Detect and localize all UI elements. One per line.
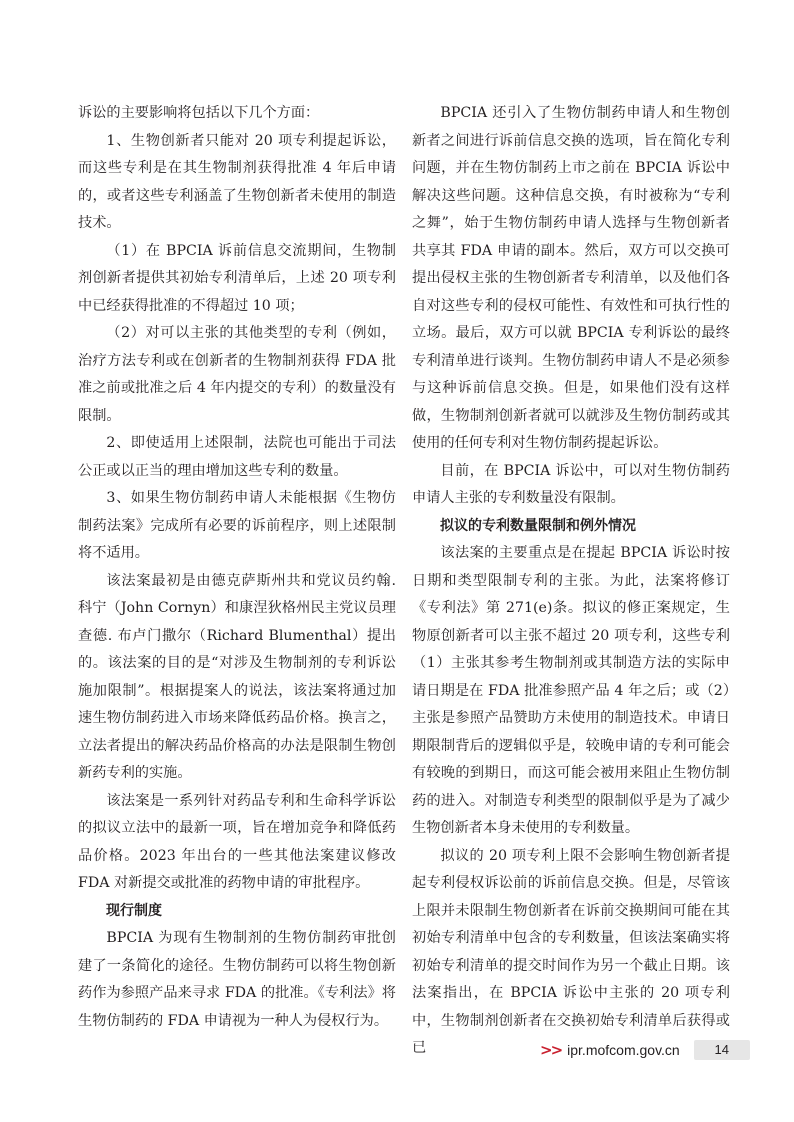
- paragraph: 拟议的 20 项专利上限不会影响生物创新者提起专利侵权诉讼前的诉前信息交换。但是，尽管该上限并未限制生物创新者在诉前交换期间可能在其初始专利清单中包含的专利数量，但该法案确实将初始专利清单的提交时间作为另一个截止日期。该法案指出，在 BPCIA 诉讼中主张的 20 项专利中，生物制剂创新者在交换初始专利清单后获得或已: [412, 847, 730, 1056]
- paragraph: 该法案最初是由德克萨斯州共和党议员约翰. 科宁（John Cornyn）和康涅狄格州民主党议员理查德. 布卢门撒尔（Richard Blumenthal）提出的。该法案的目的是“对涉及生物制剂的专利诉讼施加限制”。根据提案人的说法，该法案将通过加速生物仿制药进入市场来降低药品价格。换言之，立法者提出的解决药品价格高的办法是限制生物创新药专利的实施。: [78, 572, 396, 781]
- left-column: [78, 100, 396, 1035]
- paragraph: 目前，在 BPCIA 诉讼中，可以对生物仿制药申请人主张的专利数量没有限制。: [412, 462, 730, 506]
- paragraph: 该法案的主要重点是在提起 BPCIA 诉讼时按日期和类型限制专利的主张。为此，法案将修订《专利法》第 271(e)条。拟议的修正案规定，生物原创新者可以主张不超过 20 项专利，这些专利（1）主张其参考生物制剂或其制造方法的实际申请日期是在 FDA 批准参照产品 4 年之后；或（2）主张是参照产品赞助方未使用的制造技术。申请日期限制背后的逻辑似乎是，较晚申请的专利可能会有较晚的到期日，而这可能会被用来阻止生物仿制药的进入。对制造专利类型的限制似乎是为了减少生物创新者本身未使用的专利数量。: [412, 545, 730, 836]
- paragraph: BPCIA 为现有生物制剂的生物仿制药审批创建了一条简化的途径。生物仿制药可以将生物创新药作为参照产品来寻求 FDA 的批准。《专利法》将生物仿制药的 FDA 申请视为一种人为侵权行为。: [78, 930, 396, 1029]
- page-number: 14: [694, 1040, 750, 1060]
- paragraph: 3、如果生物仿制药申请人未能根据《生物仿制药法案》完成所有必要的诉前程序，则上述限制将不适用。: [78, 490, 396, 561]
- paragraph: （1）在 BPCIA 诉前信息交流期间，生物制剂创新者提供其初始专利清单后，上述 20 项专利中已经获得批准的不得超过 10 项；: [78, 242, 396, 314]
- paragraph: 该法案是一系列针对药品专利和生命科学诉讼的拟议立法中的最新一项，旨在增加竞争和降低药品价格。2023 年出台的一些其他法案建议修改 FDA 对新提交或批准的药物申请的审批程序。: [78, 792, 396, 891]
- right-column: [412, 100, 730, 1063]
- double-chevron-icon: >>: [540, 1041, 562, 1059]
- paragraph: 诉讼的主要影响将包括以下几个方面：: [78, 105, 320, 121]
- paragraph: （2）对可以主张的其他类型的专利（例如，治疗方法专利或在创新者的生物制剂获得 FDA 批准之前或批准之后 4 年内提交的专利）的数量没有限制。: [78, 325, 396, 424]
- paragraph: 1、生物创新者只能对 20 项专利提起诉讼，而这些专利是在其生物制剂获得批准 4 年后申请的，或者这些专利涵盖了生物创新者未使用的制造技术。: [78, 132, 396, 231]
- footer-url[interactable]: ipr.mofcom.gov.cn: [567, 1042, 680, 1058]
- page-footer: [540, 1040, 750, 1060]
- paragraph: 2、即使适用上述限制，法院也可能出于司法公正或以正当的理由增加这些专利的数量。: [78, 435, 396, 479]
- section-heading: 现行制度: [106, 902, 162, 919]
- section-heading: 拟议的专利数量限制和例外情况: [440, 517, 636, 534]
- paragraph: BPCIA 还引入了生物仿制药申请人和生物创新者之间进行诉前信息交换的选项，旨在简化专利问题，并在生物仿制药上市之前在 BPCIA 诉讼中解决这些问题。这种信息交换，有时被称为“专利之舞”，始于生物仿制药申请人选择与生物创新者共享其 FDA 申请的副本。然后，双方可以交换可提出侵权主张的生物创新者专利清单，以及他们各自对这些专利的侵权可能性、有效性和可执行性的立场。最后，双方可以就 BPCIA 专利诉讼的最终专利清单进行谈判。生物仿制药申请人不是必须参与这种诉前信息交换。但是，如果他们没有这样做，生物制剂创新者就可以就涉及生物仿制药或其使用的任何专利对生物仿制药提起诉讼。: [412, 105, 730, 451]
